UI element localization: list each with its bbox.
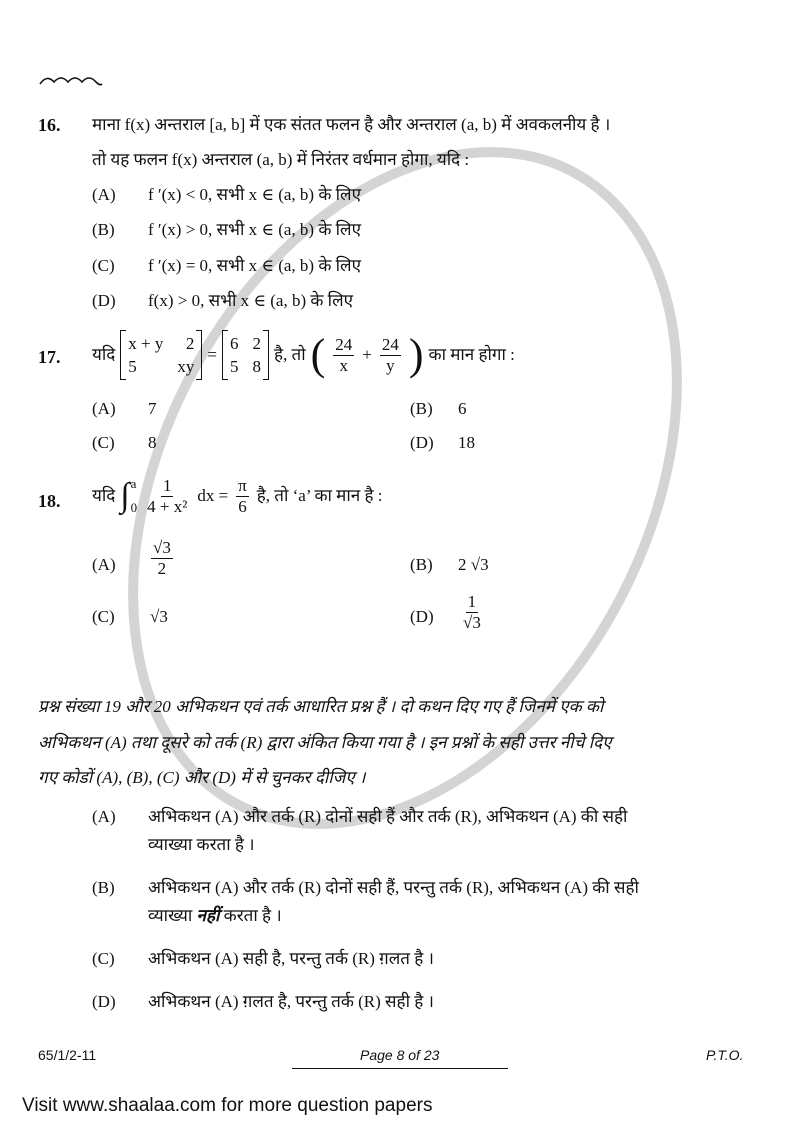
code-label: (B): [92, 878, 115, 897]
option-label: (A): [92, 399, 116, 418]
option-text: 2 √3: [458, 555, 489, 574]
wave-mark: [38, 74, 104, 88]
numerator: 1: [467, 592, 477, 611]
matrix-cell: 5: [229, 357, 239, 376]
text: करता है ।: [223, 906, 282, 925]
option-label: (B): [410, 555, 433, 574]
question-number: 17.: [38, 347, 61, 367]
paren: (: [310, 330, 326, 379]
matrix-cell: 2: [252, 334, 261, 353]
code-label: (C): [92, 949, 115, 968]
denominator: x: [339, 355, 349, 375]
question-number: 16.: [38, 115, 61, 135]
matrix-cell: 8: [252, 357, 261, 376]
code-text: अभिकथन (A) सही है, परन्तु तर्क (R) ग़लत है ।: [148, 949, 434, 968]
option-text: √3: [150, 607, 168, 626]
option-label: (A): [92, 185, 116, 204]
numerator: 24: [335, 334, 353, 354]
code-text: व्याख्या करता है ।: [148, 835, 255, 854]
text: =: [207, 345, 217, 364]
integral-sign: ∫: [120, 477, 130, 514]
code-label: (A): [92, 807, 116, 826]
emphasis-text: नहीं: [196, 906, 220, 925]
option-text: 7: [148, 399, 157, 418]
text: व्याख्या: [148, 906, 193, 925]
question-expression: [92, 472, 382, 520]
code-text: अभिकथन (A) ग़लत है, परन्तु तर्क (R) सही है ।: [148, 992, 434, 1011]
option-fraction: [151, 538, 173, 579]
option-label: (A): [92, 555, 116, 574]
numerator: 1: [162, 475, 172, 495]
option-label: (B): [410, 399, 433, 418]
matrix-cell: 2: [185, 334, 195, 353]
denominator: 4 + x²: [147, 496, 188, 516]
matrix-right: [222, 330, 269, 380]
denominator: 6: [238, 496, 247, 516]
option-label: (C): [92, 433, 115, 452]
instruction-text: अभिकथन (A) तथा दूसरे को तर्क (R) द्वारा अंकित किया गया है । इन प्रश्नों के सही उत्तर नीचे दिए: [38, 733, 612, 752]
fraction: [145, 476, 189, 517]
code-text: अभिकथन (A) और तर्क (R) दोनों सही हैं और तर्क (R), अभिकथन (A) की सही: [148, 807, 628, 826]
fraction: [333, 335, 354, 376]
numerator: 24: [381, 334, 399, 354]
fraction: [236, 476, 249, 517]
matrix-cell: 5: [128, 357, 137, 376]
numerator: π: [238, 475, 247, 495]
option-text: f ′(x) = 0, सभी x ∈ (a, b) के लिए: [148, 256, 361, 275]
option-label: (D): [410, 433, 434, 452]
question-number: 18.: [38, 491, 61, 511]
option-text: f(x) > 0, सभी x ∈ (a, b) के लिए: [148, 291, 354, 310]
code-label: (D): [92, 992, 116, 1011]
paren: ): [408, 330, 424, 379]
lower-limit: 0: [130, 500, 138, 515]
code-text: [148, 905, 282, 927]
matrix-left: [120, 330, 202, 380]
visit-link[interactable]: Visit www.shaalaa.com for more question papers: [22, 1095, 433, 1116]
option-label: (D): [410, 607, 434, 626]
option-text: 8: [148, 433, 157, 452]
paper-code: 65/1/2-11: [38, 1047, 97, 1063]
fraction: [380, 335, 401, 376]
numerator: √3: [153, 538, 171, 557]
denominator: √3: [463, 613, 481, 632]
instruction-text: प्रश्न संख्या 19 और 20 अभिकथन एवं तर्क आधारित प्रश्न हैं । दो कथन दिए गए हैं जिनमें एक को: [38, 697, 604, 716]
question-expression: [92, 330, 515, 380]
text: यदि: [92, 486, 116, 505]
option-label: (C): [92, 256, 115, 275]
page-number: Page 8 of 23: [360, 1047, 440, 1063]
text: +: [362, 345, 372, 364]
denominator: y: [386, 355, 395, 375]
footer-rule: [292, 1068, 508, 1069]
text: का मान होगा :: [428, 345, 515, 364]
code-text: अभिकथन (A) और तर्क (R) दोनों सही हैं, परन्तु तर्क (R), अभिकथन (A) की सही: [148, 878, 639, 897]
matrix-cell: x + y: [128, 334, 164, 353]
option-text: 18: [458, 433, 475, 452]
integral-limits: [131, 472, 138, 520]
question-text: तो यह फलन f(x) अन्तराल (a, b) में निरंतर वर्धमान होगा, यदि :: [92, 150, 470, 169]
option-label: (B): [92, 220, 115, 239]
question-text: माना f(x) अन्तराल [a, b] में एक संतत फलन है और अन्तराल (a, b) में अवकलनीय है ।: [92, 115, 611, 134]
option-label: (D): [92, 291, 116, 310]
text: dx =: [197, 486, 229, 505]
pto-label: P.T.O.: [706, 1047, 744, 1063]
denominator: 2: [157, 559, 167, 578]
option-fraction: [461, 592, 483, 633]
instruction-text: गए कोडों (A), (B), (C) और (D) में से चुनकर दीजिए ।: [38, 768, 366, 787]
option-text: f ′(x) < 0, सभी x ∈ (a, b) के लिए: [148, 185, 361, 204]
matrix-cell: xy: [177, 357, 195, 376]
text: है, तो: [273, 345, 306, 364]
option-text: f ′(x) > 0, सभी x ∈ (a, b) के लिए: [148, 220, 361, 239]
option-label: (C): [92, 607, 115, 626]
upper-limit: a: [130, 476, 137, 491]
matrix-cell: 6: [229, 334, 239, 353]
text: यदि: [92, 345, 116, 364]
option-text: 6: [458, 399, 467, 418]
text: है, तो ‘a’ का मान है :: [256, 486, 383, 505]
